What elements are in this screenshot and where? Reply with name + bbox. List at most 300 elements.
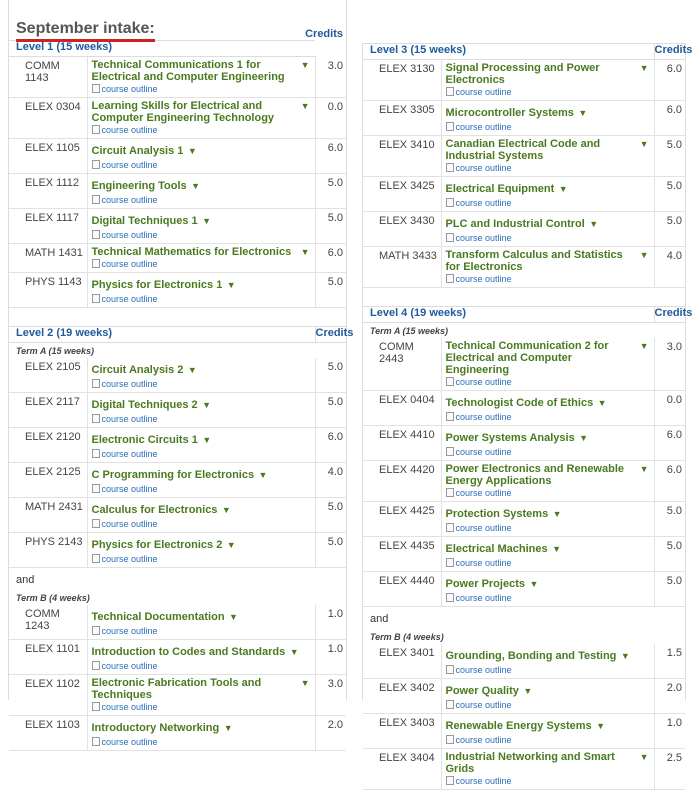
course-title-link[interactable]: Electrical Machines — [445, 543, 548, 555]
course-row — [363, 426, 685, 461]
course-outline-link[interactable] — [92, 259, 311, 269]
course-title-link[interactable]: Engineering Tools — [91, 180, 187, 192]
document-icon — [446, 447, 454, 456]
course-outline-label: course outline — [455, 274, 512, 284]
course-row — [9, 605, 346, 640]
credits-header: Credits — [305, 28, 343, 40]
chevron-down-icon[interactable]: ▼ — [529, 579, 539, 589]
course-code: ELEX 2105 — [9, 358, 87, 393]
course-outline-link[interactable] — [446, 198, 650, 208]
chevron-down-icon[interactable]: ▼ — [596, 721, 605, 731]
course-outline-link[interactable] — [92, 160, 311, 170]
course-credits: 5.0 — [315, 174, 346, 209]
course-credits: 6.0 — [315, 428, 346, 463]
course-credits: 2.0 — [315, 716, 346, 751]
course-title-link[interactable]: Technical Communication 2 for Electrical and Computer Engineering — [445, 340, 609, 376]
document-icon — [446, 198, 454, 207]
course-code: ELEX 4410 — [363, 426, 441, 461]
left-column — [8, 0, 354, 747]
course-title-cell — [87, 139, 315, 174]
chevron-down-icon[interactable]: ▼ — [639, 752, 649, 762]
course-title-cell — [441, 247, 654, 288]
course-title-cell — [441, 502, 654, 537]
course-title-cell — [441, 391, 654, 426]
course-outline-label: course outline — [101, 294, 158, 304]
course-outline-link[interactable] — [446, 122, 650, 132]
chevron-down-icon[interactable]: ▼ — [639, 250, 649, 260]
course-outline-label: course outline — [101, 519, 158, 529]
level1-table — [9, 40, 354, 751]
course-title-link[interactable]: Power Projects — [445, 578, 525, 590]
course-outline-label: course outline — [101, 125, 158, 135]
course-credits: 4.0 — [654, 247, 685, 288]
document-icon — [92, 737, 100, 746]
course-title-cell — [87, 605, 315, 640]
chevron-down-icon[interactable]: ▼ — [620, 651, 630, 661]
course-outline-link[interactable] — [92, 626, 311, 636]
course-row — [363, 338, 685, 391]
course-row — [363, 247, 685, 288]
course-outline-label: course outline — [101, 702, 158, 712]
course-title-cell — [87, 244, 315, 273]
course-credits: 5.0 — [654, 502, 685, 537]
course-code: ELEX 1117 — [9, 209, 87, 244]
level-label: Level 2 (19 weeks) — [9, 327, 315, 343]
chevron-down-icon[interactable]: ▼ — [552, 544, 561, 554]
course-code: ELEX 3402 — [363, 679, 441, 714]
course-code: ELEX 1102 — [9, 675, 87, 716]
course-credits: 0.0 — [654, 391, 685, 426]
course-title-link[interactable]: Introduction to Codes and Standards — [91, 646, 286, 658]
course-outline-label: course outline — [101, 626, 158, 636]
course-outline-label: course outline — [455, 87, 512, 97]
course-code: ELEX 0404 — [363, 391, 441, 426]
course-row — [9, 463, 346, 498]
chevron-down-icon[interactable]: ▼ — [300, 60, 310, 70]
course-row — [363, 572, 685, 607]
document-icon — [92, 84, 100, 93]
course-title-cell — [441, 461, 654, 502]
course-credits: 6.0 — [654, 101, 685, 136]
document-icon — [92, 125, 100, 134]
course-row — [363, 177, 685, 212]
document-icon — [92, 519, 100, 528]
level-label: Level 3 (15 weeks) — [363, 44, 654, 60]
course-outline-label: course outline — [455, 776, 512, 786]
document-icon — [446, 377, 454, 386]
course-title-link[interactable]: Physics for Electronics 1 — [91, 279, 223, 291]
course-outline-link[interactable] — [92, 230, 311, 240]
chevron-down-icon[interactable]: ▼ — [191, 181, 201, 191]
course-title-link[interactable]: Microcontroller Systems — [445, 107, 574, 119]
course-outline-label: course outline — [455, 122, 512, 132]
and-label: and — [370, 613, 389, 625]
right-column — [362, 43, 693, 786]
course-outline-label: course outline — [101, 379, 158, 389]
course-code: COMM 2443 — [363, 338, 441, 391]
course-title-cell — [87, 640, 315, 675]
course-title-link[interactable]: Power Systems Analysis — [445, 432, 575, 444]
document-icon — [92, 230, 100, 239]
term-label: Term B (4 weeks) — [16, 593, 90, 603]
chevron-down-icon[interactable]: ▼ — [639, 63, 649, 73]
course-credits: 6.0 — [315, 244, 346, 273]
course-code: PHYS 2143 — [9, 533, 87, 568]
document-icon — [446, 558, 454, 567]
chevron-down-icon[interactable]: ▼ — [300, 101, 310, 111]
course-code: COMM 1243 — [9, 605, 87, 640]
chevron-down-icon[interactable]: ▼ — [202, 216, 212, 226]
document-icon — [446, 776, 454, 785]
course-row — [363, 461, 685, 502]
course-title-cell — [87, 57, 315, 98]
course-outline-link[interactable] — [92, 379, 311, 389]
course-title-link[interactable]: C Programming for Electronics — [91, 469, 255, 481]
course-row — [363, 714, 685, 749]
chevron-down-icon[interactable]: ▼ — [589, 219, 599, 229]
course-outline-link[interactable] — [446, 735, 650, 745]
course-credits: 5.0 — [315, 358, 346, 393]
and-label: and — [16, 574, 35, 586]
document-icon — [92, 626, 100, 635]
course-title-link[interactable]: Technologist Code of Ethics — [445, 397, 594, 409]
course-code: MATH 3433 — [363, 247, 441, 288]
course-outline-link[interactable] — [92, 702, 311, 712]
course-row — [9, 174, 346, 209]
course-outline-label: course outline — [455, 233, 512, 243]
course-credits: 3.0 — [654, 338, 685, 391]
course-title-cell — [441, 644, 654, 679]
course-title-link[interactable]: Canadian Electrical Code and Industrial Systems — [445, 138, 601, 162]
course-title-cell — [87, 716, 315, 751]
course-outline-link[interactable] — [92, 661, 311, 671]
course-credits: 1.0 — [654, 714, 685, 749]
course-credits: 3.0 — [315, 57, 346, 98]
course-row — [363, 391, 685, 426]
course-code: ELEX 4425 — [363, 502, 441, 537]
course-outline-link[interactable] — [92, 84, 311, 94]
chevron-down-icon[interactable]: ▼ — [639, 341, 649, 351]
term-label: Term A (15 weeks) — [370, 326, 449, 336]
course-row — [9, 498, 346, 533]
course-title-link[interactable]: Introductory Networking — [91, 722, 220, 734]
course-credits: 3.0 — [315, 675, 346, 716]
course-title-cell — [441, 572, 654, 607]
course-outline-link[interactable] — [446, 447, 650, 457]
chevron-down-icon[interactable]: ▼ — [579, 433, 589, 443]
course-code: ELEX 1112 — [9, 174, 87, 209]
course-title-cell — [441, 177, 654, 212]
course-credits: 5.0 — [654, 177, 685, 212]
course-credits: 5.0 — [654, 572, 685, 607]
course-title-cell — [87, 393, 315, 428]
document-icon — [446, 665, 454, 674]
course-outline-link[interactable] — [446, 377, 650, 387]
course-credits: 6.0 — [654, 60, 685, 101]
intake-title: September intake: — [16, 20, 155, 42]
course-title-cell — [87, 98, 315, 139]
course-credits: 5.0 — [654, 136, 685, 177]
course-row — [9, 428, 346, 463]
course-outline-label: course outline — [101, 84, 158, 94]
course-code: ELEX 4435 — [363, 537, 441, 572]
term-label: Term A (15 weeks) — [16, 346, 95, 356]
course-row — [9, 57, 346, 98]
course-title-link[interactable]: Protection Systems — [445, 508, 549, 520]
course-title-cell — [87, 428, 315, 463]
course-outline-label: course outline — [455, 412, 512, 422]
course-credits: 5.0 — [654, 212, 685, 247]
level-header — [9, 327, 346, 343]
document-icon — [92, 195, 100, 204]
course-code: ELEX 1105 — [9, 139, 87, 174]
course-outline-link[interactable] — [92, 554, 311, 564]
course-title-cell — [87, 358, 315, 393]
course-row — [9, 640, 346, 675]
course-outline-label: course outline — [101, 484, 158, 494]
course-title-cell — [87, 533, 315, 568]
document-icon — [92, 554, 100, 563]
course-title-link[interactable]: Transform Calculus and Statistics for Electronics — [445, 249, 623, 273]
course-row — [363, 136, 685, 177]
chevron-down-icon[interactable]: ▼ — [558, 184, 568, 194]
chevron-down-icon[interactable]: ▼ — [300, 678, 310, 688]
chevron-down-icon[interactable]: ▼ — [187, 146, 197, 156]
document-icon — [92, 379, 100, 388]
document-icon — [446, 87, 454, 96]
course-code: ELEX 3130 — [363, 60, 441, 101]
course-row — [363, 749, 685, 790]
level-header — [363, 44, 685, 60]
course-code: MATH 1431 — [9, 244, 87, 273]
course-outline-label: course outline — [101, 195, 158, 205]
course-title-link[interactable]: Technical Communications 1 for Electrical and Computer Engineering — [91, 59, 285, 83]
chevron-down-icon[interactable]: ▼ — [639, 464, 649, 474]
chevron-down-icon[interactable]: ▼ — [639, 139, 649, 149]
chevron-down-icon[interactable]: ▼ — [300, 247, 310, 257]
course-title-cell — [441, 338, 654, 391]
document-icon — [92, 294, 100, 303]
course-code: ELEX 0304 — [9, 98, 87, 139]
course-code: ELEX 3410 — [363, 136, 441, 177]
course-outline-label: course outline — [455, 700, 512, 710]
course-title-link[interactable]: PLC and Industrial Control — [445, 218, 585, 230]
course-title-cell — [87, 273, 315, 308]
course-outline-link[interactable] — [92, 125, 311, 135]
chevron-down-icon[interactable]: ▼ — [289, 647, 299, 657]
course-row — [363, 502, 685, 537]
course-title-link[interactable]: Digital Techniques 2 — [91, 399, 198, 411]
course-outline-link[interactable] — [446, 776, 650, 786]
document-icon — [446, 274, 454, 283]
course-outline-link[interactable] — [446, 558, 650, 568]
level-label: Level 1 (15 weeks) — [9, 41, 315, 57]
course-outline-link[interactable] — [92, 484, 311, 494]
chevron-down-icon[interactable]: ▼ — [578, 108, 588, 118]
course-code: ELEX 2125 — [9, 463, 87, 498]
course-outline-link[interactable] — [92, 195, 311, 205]
course-title-link[interactable]: Power Electronics and Renewable Energy Applications — [445, 463, 625, 487]
course-title-link[interactable]: Grounding, Bonding and Testing — [445, 650, 617, 662]
credits-header: Credits — [654, 307, 685, 323]
course-row — [9, 98, 346, 139]
course-title-link[interactable]: Calculus for Electronics — [91, 504, 218, 516]
course-title-cell — [441, 136, 654, 177]
chevron-down-icon[interactable]: ▼ — [552, 509, 562, 519]
course-credits: 5.0 — [315, 273, 346, 308]
course-title-cell — [441, 749, 654, 790]
document-icon — [446, 163, 454, 172]
course-outline-link[interactable] — [446, 163, 650, 173]
level-header — [363, 307, 685, 323]
chevron-down-icon[interactable]: ▼ — [226, 280, 236, 290]
course-code: ELEX 2120 — [9, 428, 87, 463]
course-outline-link[interactable] — [446, 593, 650, 603]
course-row — [363, 644, 685, 679]
document-icon — [92, 259, 100, 268]
course-outline-label: course outline — [455, 488, 512, 498]
course-title-cell — [441, 537, 654, 572]
course-title-link[interactable]: Renewable Energy Systems — [445, 720, 592, 732]
course-title-link[interactable]: Power Quality — [445, 685, 519, 697]
course-code: ELEX 3430 — [363, 212, 441, 247]
course-title-cell — [87, 174, 315, 209]
document-icon — [446, 122, 454, 131]
course-credits: 4.0 — [315, 463, 346, 498]
course-code: COMM 1143 — [9, 57, 87, 98]
course-credits: 2.0 — [654, 679, 685, 714]
level-header — [9, 41, 346, 57]
chevron-down-icon[interactable]: ▼ — [258, 470, 268, 480]
document-icon — [92, 449, 100, 458]
course-title-link[interactable]: Circuit Analysis 2 — [91, 364, 184, 376]
course-outline-link[interactable] — [92, 294, 311, 304]
document-icon — [92, 160, 100, 169]
course-outline-label: course outline — [101, 554, 158, 564]
course-outline-link[interactable] — [92, 449, 311, 459]
credits-header: Credits — [654, 44, 685, 60]
course-title-link[interactable]: Electronic Fabrication Tools and Techniques — [91, 677, 262, 701]
chevron-down-icon[interactable]: ▼ — [223, 723, 233, 733]
course-row — [363, 679, 685, 714]
course-outline-label: course outline — [101, 160, 158, 170]
course-title-link[interactable]: Physics for Electronics 2 — [91, 539, 223, 551]
course-outline-label: course outline — [455, 377, 512, 387]
chevron-down-icon[interactable]: ▼ — [221, 505, 231, 515]
chevron-down-icon[interactable]: ▼ — [202, 435, 212, 445]
chevron-down-icon[interactable]: ▼ — [202, 400, 212, 410]
chevron-down-icon[interactable]: ▼ — [597, 398, 607, 408]
course-outline-label: course outline — [101, 259, 158, 269]
course-credits: 5.0 — [315, 533, 346, 568]
course-title-link[interactable]: Technical Mathematics for Electronics — [91, 246, 292, 258]
course-title-link[interactable]: Circuit Analysis 1 — [91, 145, 184, 157]
course-title-cell — [441, 426, 654, 461]
course-outline-link[interactable] — [446, 700, 650, 710]
course-outline-label: course outline — [101, 737, 158, 747]
course-code: ELEX 3401 — [363, 644, 441, 679]
document-icon — [446, 488, 454, 497]
course-title-cell — [87, 675, 315, 716]
course-outline-link[interactable] — [92, 737, 311, 747]
course-row — [9, 393, 346, 428]
course-credits: 6.0 — [654, 426, 685, 461]
course-title-link[interactable]: Technical Documentation — [91, 611, 225, 623]
course-row — [9, 358, 346, 393]
course-outline-label: course outline — [455, 447, 512, 457]
course-outline-label: course outline — [101, 661, 158, 671]
course-outline-link[interactable] — [446, 665, 650, 675]
course-outline-label: course outline — [101, 230, 158, 240]
document-icon — [446, 735, 454, 744]
chevron-down-icon[interactable]: ▼ — [523, 686, 533, 696]
course-row — [363, 212, 685, 247]
course-outline-link[interactable] — [92, 414, 311, 424]
course-outline-link[interactable] — [446, 488, 650, 498]
course-outline-link[interactable] — [92, 519, 311, 529]
course-credits: 5.0 — [315, 393, 346, 428]
course-code: ELEX 2117 — [9, 393, 87, 428]
course-row — [9, 139, 346, 174]
course-code: ELEX 3425 — [363, 177, 441, 212]
course-outline-link[interactable] — [446, 412, 650, 422]
course-outline-link[interactable] — [446, 274, 650, 284]
course-title-link[interactable]: Learning Skills for Electrical and Computer Engineering Technology — [91, 100, 275, 124]
course-outline-label: course outline — [455, 558, 512, 568]
course-outline-label: course outline — [455, 665, 512, 675]
document-icon — [446, 412, 454, 421]
course-title-cell — [87, 209, 315, 244]
document-icon — [446, 233, 454, 242]
course-code: PHYS 1143 — [9, 273, 87, 308]
course-title-link[interactable]: Electrical Equipment — [445, 183, 555, 195]
course-outline-link[interactable] — [446, 233, 650, 243]
course-code: ELEX 4440 — [363, 572, 441, 607]
chevron-down-icon[interactable]: ▼ — [187, 365, 197, 375]
course-title-link[interactable]: Signal Processing and Power Electronics — [445, 62, 600, 86]
course-credits: 2.5 — [654, 749, 685, 790]
document-icon — [92, 484, 100, 493]
term-label: Term B (4 weeks) — [370, 632, 444, 642]
document-icon — [92, 661, 100, 670]
course-outline-label: course outline — [455, 593, 512, 603]
course-outline-link[interactable] — [446, 523, 650, 533]
course-row — [363, 60, 685, 101]
course-outline-link[interactable] — [446, 87, 650, 97]
course-title-cell — [441, 679, 654, 714]
course-title-link[interactable]: Industrial Networking and Smart Grids — [445, 751, 615, 775]
course-credits: 5.0 — [315, 498, 346, 533]
course-row — [9, 273, 346, 308]
course-title-link[interactable]: Electronic Circuits 1 — [91, 434, 198, 446]
chevron-down-icon[interactable]: ▼ — [229, 612, 238, 622]
course-row — [9, 244, 346, 273]
course-title-cell — [441, 714, 654, 749]
course-outline-label: course outline — [101, 414, 158, 424]
course-code: ELEX 4420 — [363, 461, 441, 502]
chevron-down-icon[interactable]: ▼ — [226, 540, 236, 550]
course-outline-label: course outline — [101, 449, 158, 459]
level3-table — [363, 43, 693, 790]
course-title-link[interactable]: Digital Techniques 1 — [91, 215, 198, 227]
course-row — [363, 537, 685, 572]
course-code: ELEX 3403 — [363, 714, 441, 749]
course-row — [9, 675, 346, 716]
course-title-cell — [441, 60, 654, 101]
course-credits: 0.0 — [315, 98, 346, 139]
document-icon — [446, 593, 454, 602]
course-code: ELEX 3305 — [363, 101, 441, 136]
